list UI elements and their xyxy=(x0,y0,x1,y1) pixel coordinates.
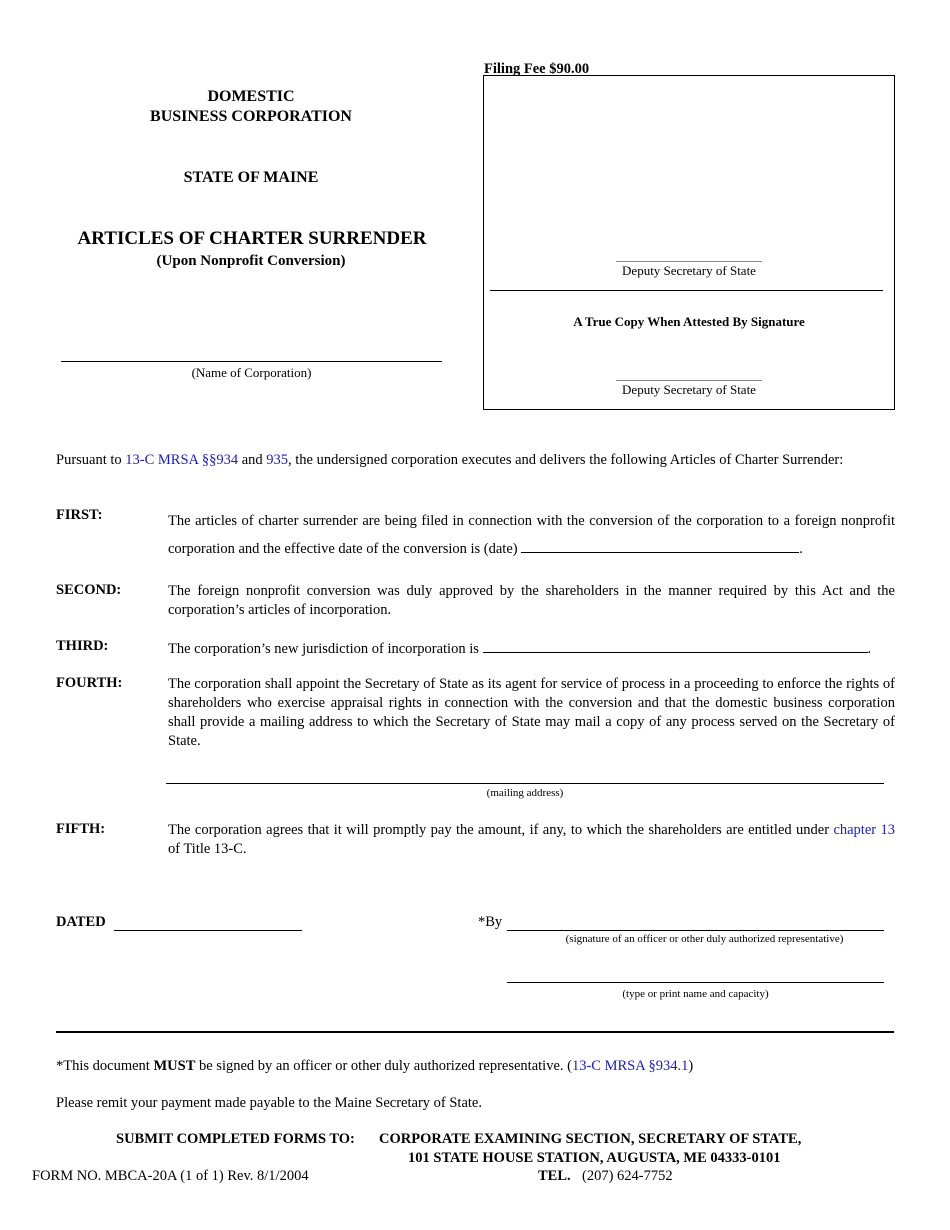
fourth-text: The corporation shall appoint the Secretary of State as its agent for service of process in a proceeding to enforce the rights of shareholders who exercise appraisal rights in connection with the conversion and that the domestic business corporation shall provide a mailing address to which the Secretary of State may mail a copy of any process served on the Secretary of State. xyxy=(168,676,895,749)
deputy-signature-line-1[interactable] xyxy=(616,261,762,262)
second-text: The foreign nonprofit conversion was duly approved by the shareholders in the manner required by this Act and the corporation’s articles of incorporation. xyxy=(168,583,895,618)
third-end: . xyxy=(867,641,872,657)
mailing-address-caption: (mailing address) xyxy=(486,787,564,799)
by-label: *By xyxy=(478,914,503,930)
fifth-text: The corporation agrees that it will promptly pay the amount, if any, to which the shareholders are entitled under xyxy=(168,822,834,838)
submit-address-line1: CORPORATE EXAMINING SECTION, SECRETARY OF STATE, xyxy=(379,1131,802,1147)
first-paragraph xyxy=(168,507,895,563)
signature-field[interactable] xyxy=(507,930,884,931)
fifth-label: FIFTH: xyxy=(56,821,106,837)
filing-fee: Filing Fee $90.00 xyxy=(484,61,590,77)
corporation-name-line[interactable] xyxy=(61,361,442,362)
print-name-field[interactable] xyxy=(507,982,884,983)
third-label: THIRD: xyxy=(56,638,109,654)
first-text: The articles of charter surrender are being filed in connection with the conversion of the corporation to a foreign nonprofit corporation and the effective date of the conversion is (date) xyxy=(168,513,895,557)
tel-label: TEL. xyxy=(538,1168,571,1184)
state-heading: STATE OF MAINE xyxy=(183,169,319,186)
third-text: The corporation’s new jurisdiction of incorporation is xyxy=(168,641,479,657)
note-mid: be signed by an officer or other duly authorized representative. ( xyxy=(195,1058,572,1074)
dated-label: DATED xyxy=(56,914,106,930)
header-line1: DOMESTIC xyxy=(207,88,295,105)
dated-field[interactable] xyxy=(114,930,302,931)
jurisdiction-field[interactable] xyxy=(483,638,868,653)
signing-note xyxy=(56,1057,693,1076)
first-label: FIRST: xyxy=(56,507,103,523)
print-name-caption: (type or print name and capacity) xyxy=(622,988,769,1000)
fifth-paragraph xyxy=(168,821,895,859)
document-subtitle: (Upon Nonprofit Conversion) xyxy=(156,253,346,269)
fourth-label: FOURTH: xyxy=(56,675,123,691)
deputy-signature-line-2[interactable] xyxy=(616,380,762,381)
true-copy-text: A True Copy When Attested By Signature xyxy=(573,314,805,329)
note-post: ) xyxy=(688,1058,694,1074)
first-end: . xyxy=(799,541,803,557)
box-divider xyxy=(490,290,883,291)
deputy-caption-2: Deputy Secretary of State xyxy=(622,382,756,397)
signature-caption: (signature of an officer or other duly authorized representative) xyxy=(565,933,844,945)
statute-link-935[interactable]: 935 xyxy=(266,452,289,468)
intro-mid: and xyxy=(238,452,267,468)
form-number: FORM NO. MBCA-20A (1 of 1) Rev. 8/1/2004 xyxy=(32,1168,309,1184)
submit-address-line2: 101 STATE HOUSE STATION, AUGUSTA, ME 04333-0101 xyxy=(408,1150,781,1166)
submit-label: SUBMIT COMPLETED FORMS TO: xyxy=(116,1131,355,1147)
chapter-13-link[interactable]: chapter 13 xyxy=(833,822,895,838)
intro-paragraph xyxy=(56,451,895,470)
statute-link-934[interactable]: 13-C MRSA §§934 xyxy=(125,452,239,468)
deputy-caption-1: Deputy Secretary of State xyxy=(622,263,756,278)
fifth-post: of Title 13-C. xyxy=(168,841,247,857)
header-line2: BUSINESS CORPORATION xyxy=(150,108,352,125)
intro-post: , the undersigned corporation executes and delivers the following Articles of Charter Surrender: xyxy=(288,452,844,468)
note-must: MUST xyxy=(153,1058,196,1074)
document-title: ARTICLES OF CHARTER SURRENDER xyxy=(77,228,427,249)
remit-note: Please remit your payment made payable to the Maine Secretary of State. xyxy=(56,1095,482,1111)
footer-rule xyxy=(56,1031,894,1033)
statute-link-934-1[interactable]: 13-C MRSA §934.1 xyxy=(571,1058,689,1074)
third-paragraph xyxy=(168,638,895,659)
tel-number: (207) 624-7752 xyxy=(582,1168,673,1184)
filing-box xyxy=(483,75,895,410)
corporation-name-caption: (Name of Corporation) xyxy=(191,365,312,380)
second-label: SECOND: xyxy=(56,582,122,598)
mailing-address-line[interactable] xyxy=(166,783,884,784)
intro-pre: Pursuant to xyxy=(56,452,126,468)
note-pre: *This document xyxy=(56,1058,154,1074)
conversion-date-field[interactable] xyxy=(521,538,799,553)
